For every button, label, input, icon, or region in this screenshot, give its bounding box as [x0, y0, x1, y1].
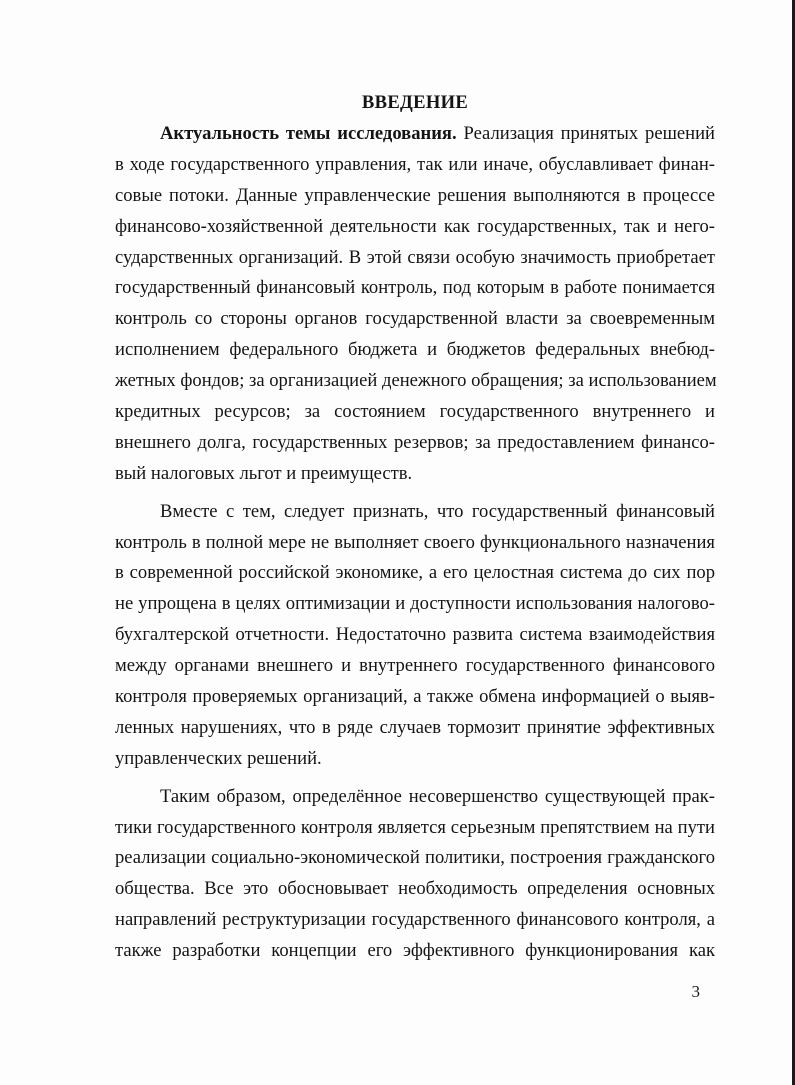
paragraph-line-text: Реализация принятых решений	[456, 123, 715, 144]
paragraph-lead: Актуальность темы исследования.	[160, 123, 457, 144]
paragraph-relevance	[115, 123, 715, 494]
paragraph-line: в современной российской экономике, а его целостная система до сих пор	[115, 562, 715, 584]
paragraph-line: внешнего долга, государственных резервов; за предоставлением финансо-	[115, 431, 715, 453]
paragraph-line: контроль со стороны органов государственной власти за своевременным	[115, 308, 715, 330]
paragraph-line: бухгалтерской отчетности. Недостаточно развита система взаимодействия	[115, 624, 715, 646]
paragraph-line: также разработки концепции его эффективного функционирования как	[115, 940, 715, 962]
paragraph-line: контроля проверяемых организаций, а также обмена информацией о выяв-	[115, 686, 715, 708]
paragraph-line: исполнением федерального бюджета и бюджетов федеральных внебюд-	[115, 339, 715, 361]
paragraph-line: ленных нарушениях, что в ряде случаев тормозит принятие эффективных	[115, 716, 715, 738]
paragraph-line: кредитных ресурсов; за состоянием государственного внутреннего и	[115, 401, 715, 423]
paragraph-line: вый налоговых льгот и преимуществ.	[115, 462, 413, 484]
paragraph-line: направлений реструктуризации государственного финансового контроля, а	[115, 909, 715, 931]
paragraph-line	[115, 123, 715, 154]
paragraph-line: Таким образом, определённое несовершенство существующей прак-	[160, 785, 715, 807]
paragraph-line: не упрощена в целях оптимизации и доступности использования налогово-	[115, 593, 715, 615]
paragraph-line: контроль в полной мере не выполняет своего функционального назначения	[115, 531, 715, 553]
paragraph-line: общества. Все это обосновывает необходимость определения основных	[115, 878, 715, 900]
paragraph-line: управленческих решений.	[115, 747, 322, 769]
paragraph-line: между органами внешнего и внутреннего государственного финансового	[115, 655, 715, 677]
paragraph-problem	[115, 501, 715, 779]
paragraph-conclusion	[115, 786, 715, 971]
paragraph-line: сударственных организаций. В этой связи особую значимость приобретает	[115, 246, 715, 268]
paragraph-line: жетных фондов; за организацией денежного обращения; за использованием	[115, 370, 717, 392]
paragraph-line: в ходе государственного управления, так или иначе, обуславливает финан-	[115, 153, 715, 175]
paragraph-line: государственный финансовый контроль, под которым в работе понимается	[115, 277, 715, 299]
paragraph-line: Вместе с тем, следует признать, что государственный финансовый	[160, 500, 715, 522]
section-heading: ВВЕДЕНИЕ	[361, 92, 469, 113]
page-content	[115, 88, 715, 971]
paragraph-line: совые потоки. Данные управленческие решения выполняются в процессе	[115, 184, 715, 206]
paragraph-line: тики государственного контроля является серьезным препятствием на пути	[115, 816, 715, 838]
page-number: 3	[691, 982, 700, 1001]
paragraph-line: реализации социально-экономической политики, построения гражданского	[115, 847, 715, 869]
paragraph-line: финансово-хозяйственной деятельности как государственных, так и него-	[115, 215, 715, 237]
